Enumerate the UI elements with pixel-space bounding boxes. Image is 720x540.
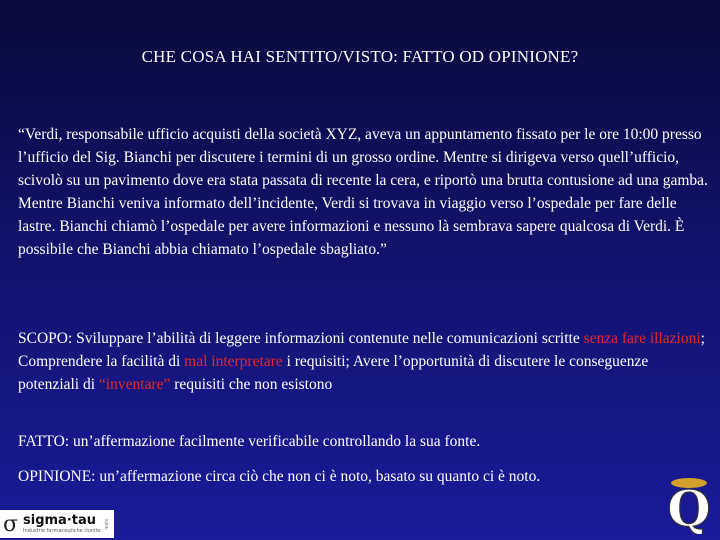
scopo-text-3: i requisiti; Avere l’opportunità di discutere le conseguenze potenziali di [18,353,649,393]
scopo-highlight-3: “inventare” [98,376,171,393]
scopo-text-1: SCOPO: Sviluppare l’abilità di leggere informazioni contenute nelle comunicazioni scritte [18,330,584,347]
scopo-text-2: ; Comprendere la facilità di [18,330,705,370]
case-quote: “Verdi, responsabile ufficio acquisti della società XYZ, aveva un appuntamento fissato per le ore 10:00 presso l’ufficio del Sig. Bianchi per discutere i termini di un grosso ordine. Mentre si dirigeva verso quell’ufficio, scivolò su un pavimento dove era stata passata di recente la cera, e riportò una brutta contusione ad una gamba. Mentre Bianchi veniva informato dell’incidente, Verdi si trovava in viaggio verso l’ospedale per fare delle lastre. Bianchi chiamò l’ospedale per avere informazioni e nessuno là sembrava sapere qualcosa di Verdi. È possibile che Bianchi abbia chiamato l’ospedale sbagliato.” [18,126,708,258]
logo-side-text: s.p.a. [104,518,110,530]
sigma-symbol-icon: σ [3,511,19,537]
slide-title: CHE COSA HAI SENTITO/VISTO: FATTO OD OPINIONE? [141,47,579,66]
scopo-text-4: requisiti che non esistono [170,376,333,393]
scopo-highlight-2: mal interpretare [184,353,283,370]
logo-tagline: Industrie farmaceutiche riunite [23,528,101,534]
quality-q-icon [661,474,717,534]
opinione-definition: OPINIONE: un’affermazione circa ciò che non ci è noto, basato su quanto ci è noto. [18,468,541,485]
scopo-paragraph [18,327,708,396]
scopo-highlight-1: senza fare illazioni [583,330,701,347]
logo-brand [23,514,101,534]
sigma-tau-logo [0,510,114,538]
fatto-definition: FATTO: un’affermazione facilmente verificabile controllando la sua fonte. [18,433,481,450]
logo-name: sigma·tau [23,513,96,528]
badge-letter: Q [667,479,711,534]
